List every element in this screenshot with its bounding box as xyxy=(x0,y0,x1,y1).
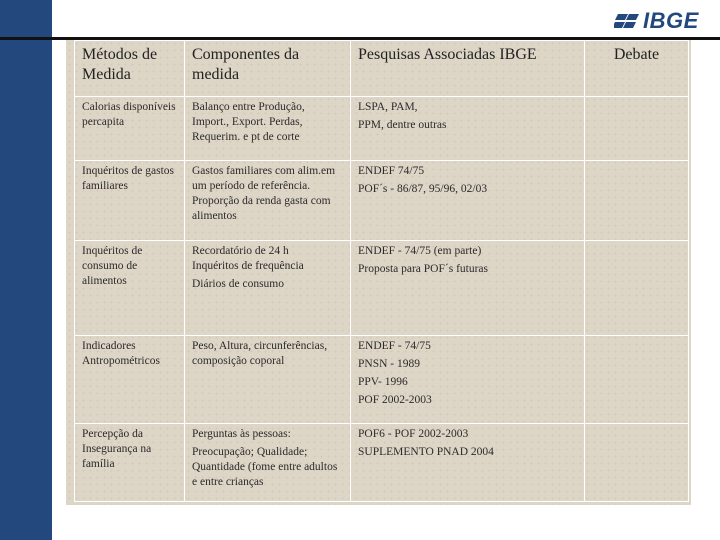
header-cell-methods: Métodos de Medida xyxy=(75,41,185,97)
method-cell: Inquéritos de consumo de alimentos xyxy=(75,241,185,336)
component-line: Perguntas às pessoas: xyxy=(192,428,291,440)
surveys-cell xyxy=(351,336,585,424)
table-row xyxy=(75,336,689,424)
table-row xyxy=(75,97,689,161)
survey-line: POF 2002-2003 xyxy=(358,394,432,406)
table-row xyxy=(75,241,689,336)
component-line: Preocupação; Qualidade; Quantidade (fome entre adultos e entre crianças xyxy=(192,446,338,488)
header-cell-components: Componentes da medida xyxy=(185,41,351,97)
survey-line: PNSN - 1989 xyxy=(358,358,420,370)
table-header-row xyxy=(75,41,689,97)
survey-line: ENDEF - 74/75 xyxy=(358,340,431,352)
method-cell: Calorias disponíveis percapita xyxy=(75,97,185,161)
header-cell-surveys: Pesquisas Associadas IBGE xyxy=(351,41,585,97)
survey-line: LSPA, PAM, xyxy=(358,101,418,113)
methods-table-panel xyxy=(66,40,691,505)
debate-cell xyxy=(585,336,689,424)
components-cell xyxy=(185,424,351,502)
survey-line: PPM, dentre outras xyxy=(358,119,447,131)
survey-line: ENDEF - 74/75 (em parte) xyxy=(358,245,482,257)
header-cell-debate: Debate xyxy=(585,41,689,97)
components-cell xyxy=(185,241,351,336)
survey-line: PPV- 1996 xyxy=(358,376,408,388)
component-line: Proporção da renda gasta com alimentos xyxy=(192,195,331,222)
ibge-logo xyxy=(614,9,699,33)
method-cell: Percepção da Insegurança na família xyxy=(75,424,185,502)
method-cell: Indicadores Antropométricos xyxy=(75,336,185,424)
methods-table xyxy=(74,40,689,502)
survey-line: POF6 - POF 2002-2003 xyxy=(358,428,469,440)
left-sidebar-band xyxy=(0,0,52,540)
component-line: Peso, Altura, circunferências, composição coporal xyxy=(192,340,328,367)
survey-line: SUPLEMENTO PNAD 2004 xyxy=(358,446,494,458)
components-cell xyxy=(185,97,351,161)
component-line: Recordatório de 24 h xyxy=(192,245,289,257)
surveys-cell xyxy=(351,424,585,502)
method-cell: Inquéritos de gastos familiares xyxy=(75,161,185,241)
components-cell xyxy=(185,161,351,241)
debate-cell xyxy=(585,97,689,161)
survey-line: Proposta para POF´s futuras xyxy=(358,263,488,275)
component-line: Gastos familiares com alim.em um período de referência. xyxy=(192,165,336,192)
table-row xyxy=(75,161,689,241)
debate-cell xyxy=(585,161,689,241)
components-cell xyxy=(185,336,351,424)
surveys-cell xyxy=(351,241,585,336)
surveys-cell xyxy=(351,97,585,161)
component-line: Diários de consumo xyxy=(192,278,284,290)
debate-cell xyxy=(585,424,689,502)
ibge-logo-mark-icon xyxy=(614,11,640,31)
survey-line: ENDEF 74/75 xyxy=(358,165,425,177)
surveys-cell xyxy=(351,161,585,241)
debate-cell xyxy=(585,241,689,336)
component-line: Balanço entre Produção, Import., Export. Perdas, Requerim. e pt de corte xyxy=(192,101,305,143)
component-line: Inquéritos de frequência xyxy=(192,260,304,272)
ibge-logo-text: IBGE xyxy=(643,8,699,33)
survey-line: POF´s - 86/87, 95/96, 02/03 xyxy=(358,183,488,195)
table-row xyxy=(75,424,689,502)
